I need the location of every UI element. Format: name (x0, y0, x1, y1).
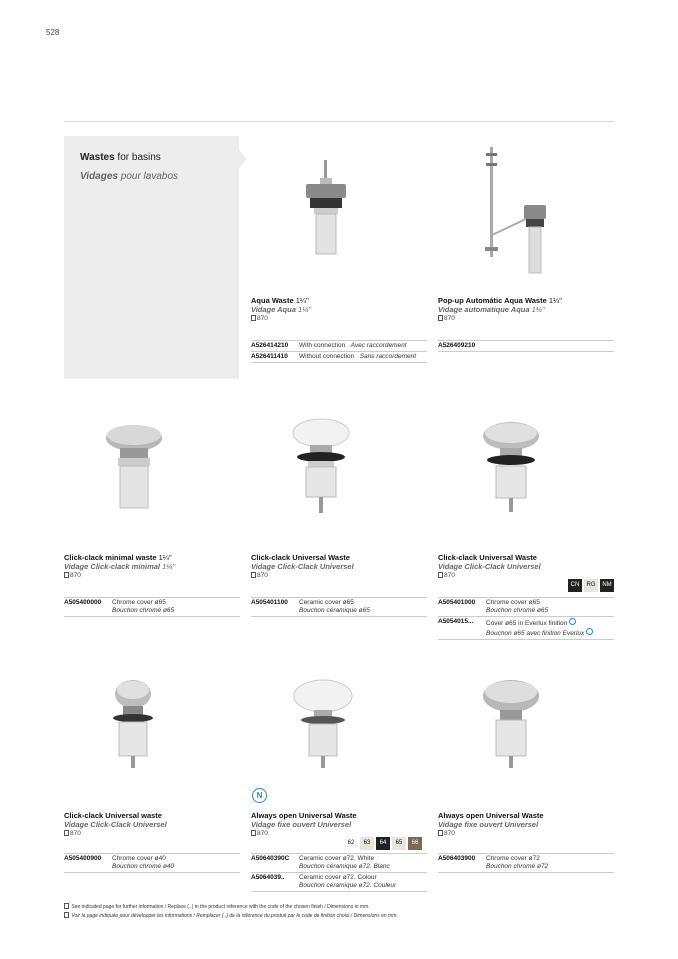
page-ref: 870 (438, 571, 614, 580)
finish-badges (568, 579, 614, 592)
product-click-clack-minimal (64, 553, 240, 580)
table-row: A505401000 Chrome cover ø65 Bouchon chromé ø65 (438, 597, 614, 616)
product-always-open-chrome-codes (438, 853, 614, 873)
product-name-fr: Vidage Click-Clack Universel (251, 562, 354, 571)
product-name: Pop-up Automátic Aqua Waste 1¼" (438, 296, 562, 305)
page-ref: 870 (438, 314, 614, 323)
table-row: A505401100 Ceramic cover ø65 Bouchon céramique ø65 (251, 597, 427, 617)
product-name: Click-clack Universal waste (64, 811, 162, 820)
new-badge: N (252, 788, 267, 803)
document-icon (438, 830, 443, 836)
document-icon (438, 315, 443, 321)
product-click-clack-minimal-codes (64, 597, 240, 617)
product-name: Always open Universal Waste (251, 811, 357, 820)
footnote-fr: Voir la page indiquée pour développer les informations / Remplacer (..) de la référence du produit par le code de finition choisi / Dimensions en mm. (64, 912, 398, 919)
table-row: A526409210 (438, 340, 614, 352)
product-click-clack-universal-40 (64, 811, 240, 838)
finish-badge: CN (568, 579, 582, 592)
table-row: A505400900 Chrome cover ø40 Bouchon chromé ø40 (64, 853, 240, 873)
document-icon (64, 830, 69, 836)
table-row: A526414210 With connection Avec raccordement (251, 340, 427, 351)
product-popup-automatic-codes (438, 340, 614, 352)
document-icon (64, 903, 69, 909)
aqua-waste-image (296, 158, 356, 258)
product-click-clack-universal-ceramic-codes (251, 597, 427, 617)
popup-automatic-image (480, 145, 550, 275)
footnote-en: See indicated page for further information / Replace (..) in the product reference with the code of the chosen finish / Dimensions in mm. (64, 903, 370, 910)
top-divider (64, 121, 614, 122)
product-name: Always open Universal Waste (438, 811, 544, 820)
category-subtitle: Vidages pour lavabos (80, 171, 179, 182)
colour-badge: 62 (344, 837, 358, 850)
table-row: A505400000 Chrome cover ø65 Bouchon chromé ø65 (64, 597, 240, 617)
document-icon (251, 830, 256, 836)
document-icon (251, 572, 256, 578)
page-ref: 870 (251, 571, 427, 580)
table-row: A506403900 Chrome cover ø72 Bouchon chromé ø72 (438, 853, 614, 873)
colour-badge: 66 (408, 837, 422, 850)
colour-badge: 63 (360, 837, 374, 850)
page-ref: 870 (251, 314, 427, 323)
table-row: A5064039.. Ceramic cover ø72. Colour Bouchon céramique ø72. Couleur (251, 872, 427, 892)
page-ref: 870 (64, 829, 240, 838)
always-open-ceramic-image (292, 676, 354, 772)
colour-badges (344, 837, 422, 850)
click-clack-universal-40-image (108, 676, 158, 772)
document-icon (64, 572, 69, 578)
product-aqua-waste-codes (251, 340, 427, 363)
product-name: Aqua Waste 1¼" (251, 296, 309, 305)
product-name: Click-clack Universal Waste (438, 553, 537, 562)
table-row: A526411410 Without connection Sans raccordement (251, 351, 427, 363)
always-open-chrome-image (480, 676, 542, 772)
product-name: Click-clack minimal waste 1¼" (64, 553, 172, 562)
product-name-fr: Vidage Click-Clack Universel (438, 562, 541, 571)
document-icon (251, 315, 256, 321)
product-always-open-ceramic (251, 811, 427, 838)
colour-badge: 64 (376, 837, 390, 850)
product-name-fr: Vidage fixe ouvert Universel (251, 820, 352, 829)
product-name-fr: Vidage fixe ouvert Universel (438, 820, 539, 829)
product-click-clack-universal-chrome (438, 553, 614, 580)
product-name-fr: Vidage Click-Clack Universel (64, 820, 167, 829)
product-click-clack-universal-ceramic (251, 553, 427, 580)
product-always-open-chrome (438, 811, 614, 838)
document-icon (438, 572, 443, 578)
page-ref: 870 (251, 829, 427, 838)
click-clack-universal-chrome-image (480, 418, 542, 518)
product-always-open-ceramic-codes (251, 853, 427, 892)
circle-icon (569, 618, 576, 625)
colour-badge: 65 (392, 837, 406, 850)
product-popup-automatic (438, 296, 614, 323)
product-name-fr: Vidage Aqua 1¼" (251, 305, 312, 314)
product-name-fr: Vidage automatique Aqua 1¼" (438, 305, 545, 314)
product-click-clack-universal-40-codes (64, 853, 240, 873)
click-clack-minimal-image (104, 418, 164, 518)
table-row: A5054015... Cover ø65 in Everlux finition Bouchon ø65 avec finition Everlux (438, 616, 614, 640)
product-name: Click-clack Universal Waste (251, 553, 350, 562)
finish-badge: NM (600, 579, 614, 592)
finish-badge: RG (584, 579, 598, 592)
category-panel-arrow (239, 150, 247, 168)
page-ref: 870 (64, 571, 240, 580)
product-aqua-waste (251, 296, 427, 323)
page-number: 528 (46, 28, 60, 37)
click-clack-universal-ceramic-image (290, 415, 352, 515)
product-name-fr: Vidage Click-clack minimal 1¼" (64, 562, 176, 571)
circle-icon (586, 628, 593, 635)
category-title: Wastes for basins (80, 152, 161, 163)
product-click-clack-universal-chrome-codes (438, 597, 614, 640)
document-icon (64, 912, 69, 918)
table-row: A50640390C Ceramic cover ø72. White Bouchon céramique ø72. Blanc (251, 853, 427, 872)
page-ref: 870 (438, 829, 614, 838)
